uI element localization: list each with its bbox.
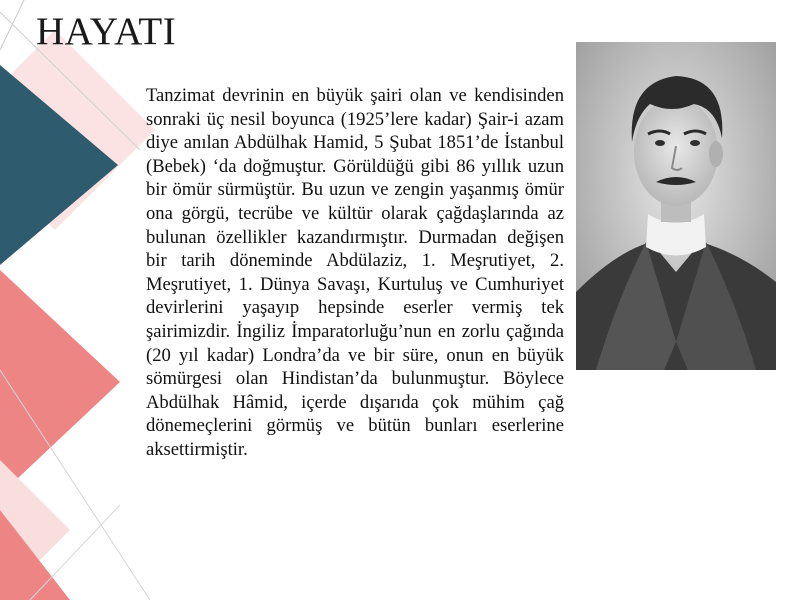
diagonal-line-top	[0, 0, 24, 50]
slide-title: HAYATI	[36, 10, 177, 53]
portrait-photo	[576, 42, 776, 370]
biography-paragraph: Tanzimat devrinin en büyük şairi olan ve kendisinden sonraki üç nesil boyunca (1925’lere kadar) Şair-i azam diye anılan Abdülhak Hamid, 5 Şubat 1851’de İstanbul (Bebek) ‘da doğmuştur. Görüldüğü gibi 86 yıllık uzun bir ömür sürmüştür. Bu uzun ve zengin yaşanmış ömür ona görgü, tecrübe ve kültür olarak çağdaşlarında az bulunan özellikler kazandırmıştır. Durmadan değişen bir tarih döneminde Abdülaziz, 1. Meşrutiyet, 2. Meşrutiyet, 1. Dünya Savaşı, Kurtuluş ve Cumhuriyet devirlerini yaşayıp hepsinde eserler vermiş tek şairimizdir. İngiliz İmparatorluğu’nun en zorlu çağında (20 yıl kadar) Londra’da ve bir süre, onun en büyük sömürgesi olan Hindistan’da bulunmuştur. Böylece Abdülhak Hâmid, içerde dışarıda çok mühim çağ dönemeçlerini görmüş ve bütün bunları eserlerine aksettirmiştir.	[146, 85, 564, 460]
